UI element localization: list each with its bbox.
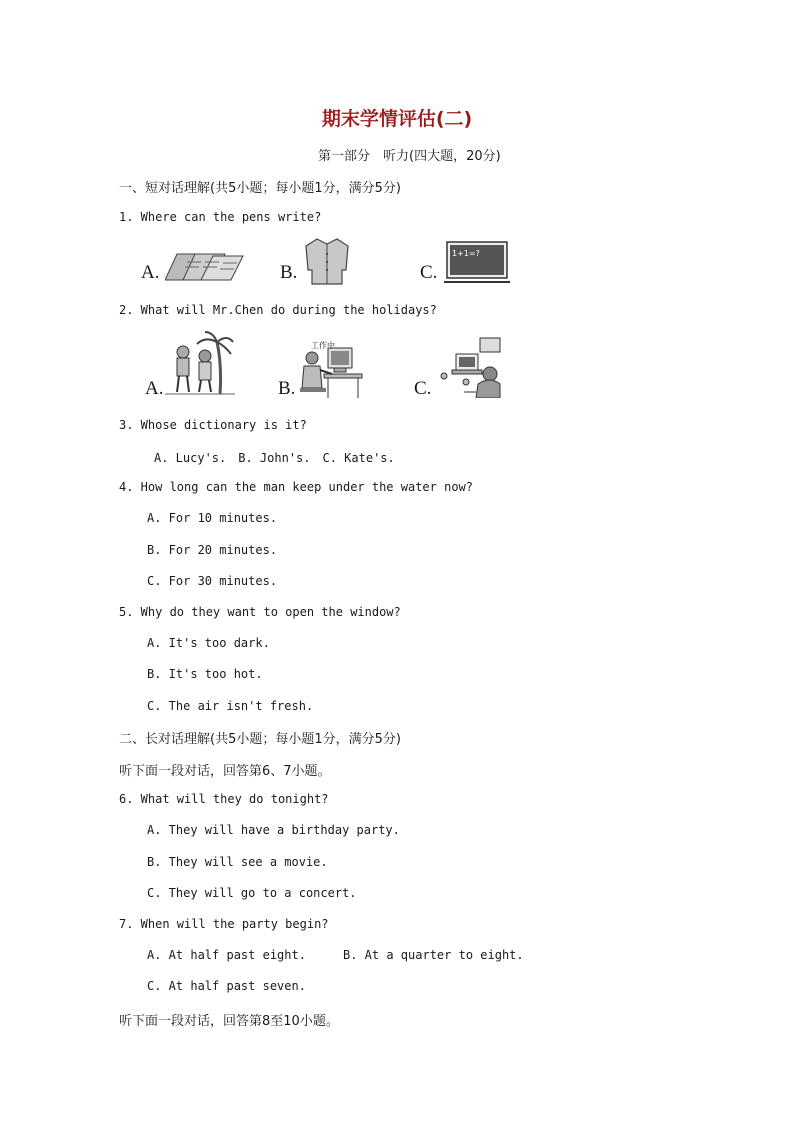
watching-tv-image <box>436 336 502 398</box>
question-3-stem: 3. Whose dictionary is it? <box>119 418 307 432</box>
q7-option-a[interactable]: A. At half past eight. <box>147 948 306 962</box>
q4-option-b[interactable]: B. For 20 minutes. <box>147 543 278 557</box>
question-1-stem: 1. Where can the pens write? <box>119 210 322 224</box>
q2-option-b-label[interactable]: B. <box>278 378 296 399</box>
blackboard-image <box>444 241 510 285</box>
q6-option-c[interactable]: C. They will go to a concert. <box>147 886 357 900</box>
shirt-image <box>302 236 352 286</box>
q7-option-c[interactable]: C. At half past seven. <box>147 979 306 993</box>
q1-option-b-label[interactable]: B. <box>280 262 298 283</box>
q3-options[interactable]: A. Lucy's. B. John's. C. Kate's. <box>154 451 395 465</box>
q5-option-a[interactable]: A. It's too dark. <box>147 636 270 650</box>
q5-option-c[interactable]: C. The air isn't fresh. <box>147 699 314 713</box>
question-5-stem: 5. Why do they want to open the window? <box>119 605 401 619</box>
section-2-heading: 二、长对话理解(共5小题；每小题1分，满分5分) <box>119 732 401 747</box>
question-2-stem: 2. What will Mr.Chen do during the holidays? <box>119 303 437 317</box>
question-7-stem: 7. When will the party begin? <box>119 917 329 931</box>
q6-option-b[interactable]: B. They will see a movie. <box>147 855 328 869</box>
section-2-intro-2: 听下面一段对话，回答第8至10小题。 <box>119 1014 339 1029</box>
question-4-stem: 4. How long can the man keep under the water now? <box>119 480 474 494</box>
section-2-intro-1: 听下面一段对话，回答第6、7小题。 <box>119 764 331 779</box>
section-1-heading: 一、短对话理解(共5小题；每小题1分，满分5分) <box>119 181 401 196</box>
q6-option-a[interactable]: A. They will have a birthday party. <box>147 823 400 837</box>
q1-option-c-label[interactable]: C. <box>420 262 438 283</box>
question-6-stem: 6. What will they do tonight? <box>119 792 329 806</box>
page-title: 期末学情评估(二) <box>321 108 473 130</box>
q2-option-c-label[interactable]: C. <box>414 378 432 399</box>
blackboard-text: 1+1=? <box>452 249 480 258</box>
q4-option-a[interactable]: A. For 10 minutes. <box>147 511 278 525</box>
q4-option-c[interactable]: C. For 30 minutes. <box>147 574 278 588</box>
q5-option-b[interactable]: B. It's too hot. <box>147 667 263 681</box>
beach-vacation-image <box>165 330 235 396</box>
papers-image <box>165 250 245 284</box>
q2-option-a-label[interactable]: A. <box>145 378 164 399</box>
sign-working-text: 工作中 <box>311 341 335 350</box>
q7-option-b[interactable]: B. At a quarter to eight. <box>343 948 524 962</box>
part-subtitle: 第一部分 听力(四大题，20分) <box>318 149 501 164</box>
q1-option-a-label[interactable]: A. <box>141 262 160 283</box>
